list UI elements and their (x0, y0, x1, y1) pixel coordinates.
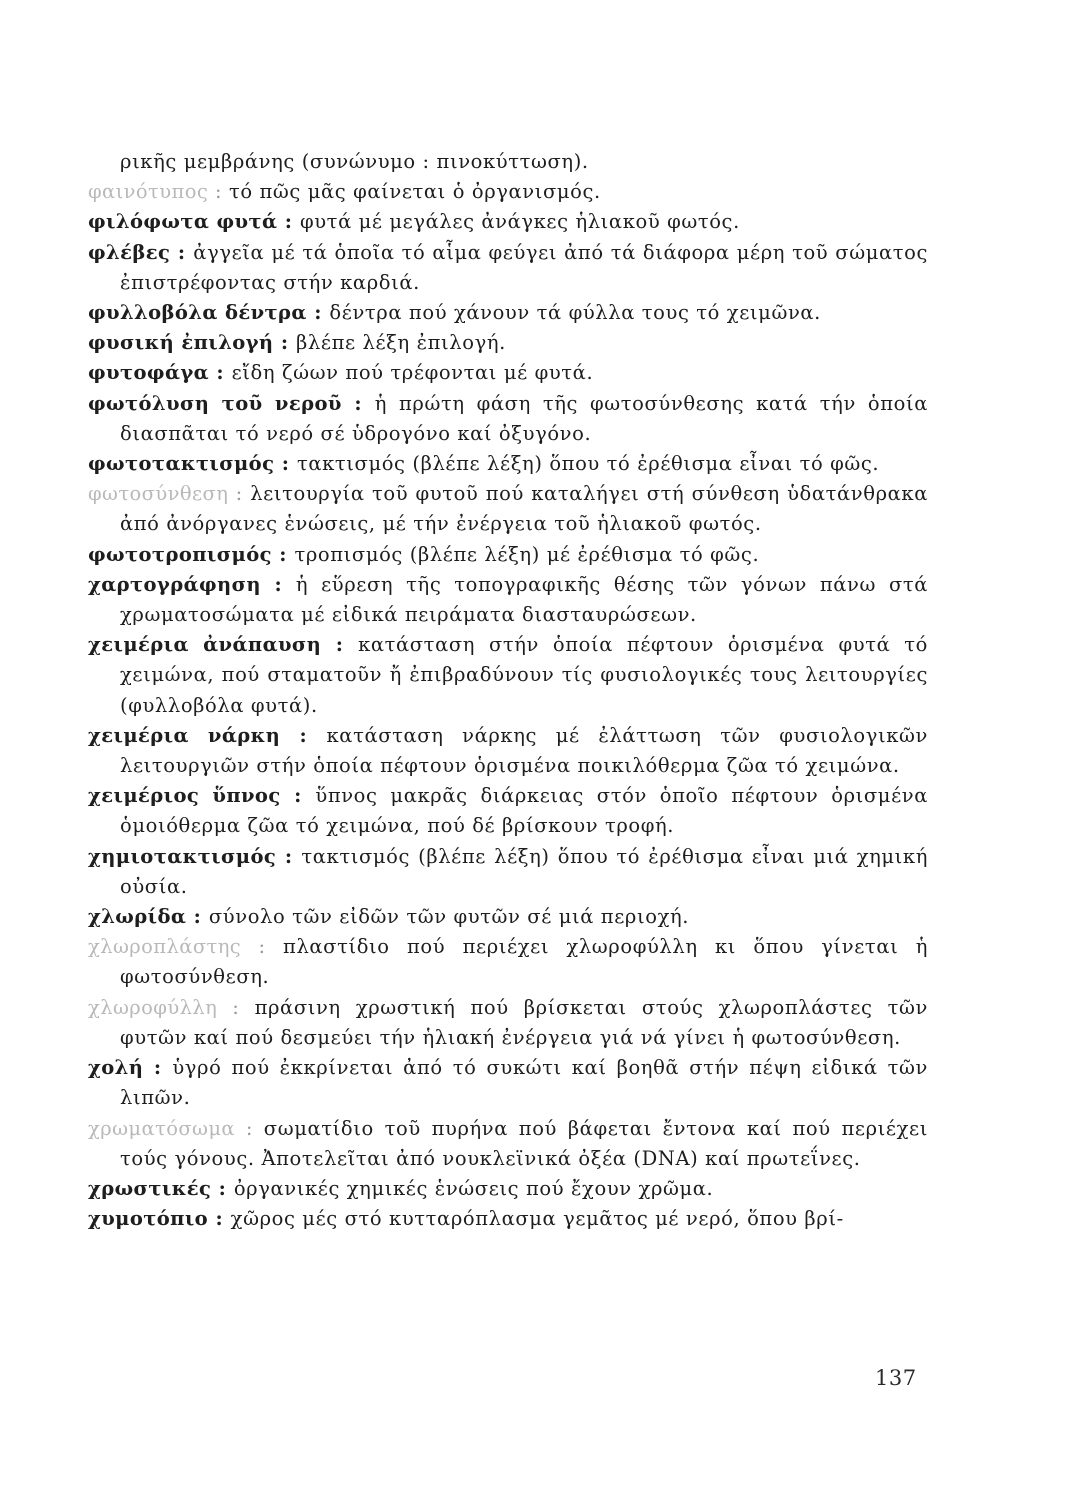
term-separator: : (228, 482, 251, 506)
glossary-entry (88, 1114, 928, 1174)
glossary-definition: χῶρος μές στό κυτταρόπλασμα γεμᾶτος μέ νερό, ὅπου βρί- (230, 1207, 844, 1231)
glossary-entry (88, 932, 928, 992)
glossary-term: φωτοσύνθεση (88, 482, 229, 506)
glossary-term: φυσική ἐπιλογή (88, 331, 274, 355)
glossary-term: χλωροφύλλη (88, 995, 218, 1019)
term-separator: : (241, 935, 284, 959)
glossary-term: φυλλοβόλα δέντρα (88, 301, 307, 325)
glossary-term: φωτόλυση τοῦ νεροῦ (88, 391, 342, 415)
term-separator: : (211, 1176, 234, 1200)
glossary-term: χλωροπλάστης (88, 935, 242, 959)
term-separator: : (143, 1056, 173, 1080)
glossary-definition: κατάσταση νάρκης μέ ἐλάττωση τῶν φυσιολογικῶν λειτουργιῶν στήν ὁποία πέφτουν ὁρισμένα ποικιλόθερμα ζῶα τό χειμώνα. (120, 723, 929, 778)
glossary-definition: ἡ πρώτη φάση τῆς φωτοσύνθεσης κατά τήν ὁποία διασπᾶται τό νερό σέ ὑδρογόνο καί ὀξυγόνο. (120, 391, 928, 445)
glossary-entry (88, 449, 928, 479)
term-separator: : (277, 210, 300, 234)
glossary-entry (88, 993, 928, 1053)
glossary-entry (88, 207, 928, 237)
term-separator: : (208, 1207, 231, 1231)
glossary-entry (88, 177, 928, 207)
glossary-definition: ὑγρό πού ἐκκρίνεται ἀπό τό συκώτι καί βοηθᾶ στήν πέψη εἰδικά τῶν λιπῶν. (120, 1056, 928, 1110)
glossary-definition: σύνολο τῶν εἰδῶν τῶν φυτῶν σέ μιά περιοχή. (208, 905, 690, 929)
glossary-entry (88, 570, 928, 630)
glossary-definition: σωματίδιο τοῦ πυρήνα πού βάφεται ἔντονα καί πού περιέχει τούς γόνους. Ἀποτελεῖται ἀπό νουκλεϊνικά ὀξέα (DNA) καί πρωτεΐνες. (120, 1116, 928, 1170)
term-separator: : (341, 391, 375, 415)
continued-definition: ρικῆς μεμβράνης (συνώνυμο : πινοκύττωση). (120, 150, 589, 173)
glossary-entries (88, 177, 928, 1234)
glossary-term: φυτοφάγα (88, 361, 210, 385)
term-separator: : (260, 572, 296, 596)
term-separator: : (274, 452, 297, 476)
term-separator: : (276, 844, 302, 868)
glossary-term: χρωματόσωμα (88, 1116, 236, 1140)
glossary-definition: ἀγγεῖα μέ τά ὁποῖα τό αἷμα φεύγει ἀπό τά διάφορα μέρη τοῦ σώματος ἐπιστρέφοντας στήν καρδιά. (120, 240, 928, 294)
glossary-definition: τακτισμός (βλέπε λέξη) ὅπου τό ἐρέθισμα εἶναι μιά χημική οὐσία. (120, 844, 928, 898)
glossary-entry (88, 540, 928, 570)
glossary-term: φιλόφωτα φυτά (88, 210, 278, 234)
glossary-term: χρωστικές (88, 1176, 212, 1200)
term-separator: : (186, 905, 209, 929)
term-separator: : (235, 1116, 264, 1140)
glossary-term: φλέβες (88, 240, 171, 264)
glossary (88, 147, 928, 1234)
glossary-entry (88, 721, 928, 781)
term-separator: : (280, 723, 327, 747)
glossary-term: φωτοτροπισμός (88, 542, 272, 566)
glossary-entry (88, 479, 928, 539)
glossary-definition: πλαστίδιο πού περιέχει χλωροφύλλη κι ὅπου γίνεται ἡ φωτοσύνθεση. (120, 935, 928, 989)
glossary-definition: εἴδη ζώων πού τρέφονται μέ φυτά. (231, 361, 594, 385)
glossary-term: χημιοτακτισμός (88, 844, 277, 868)
glossary-term: χειμέριος ὕπνος (88, 784, 281, 808)
glossary-entry (88, 842, 928, 902)
glossary-definition: ὕπνος μακρᾶς διάρκειας στόν ὁποῖο πέφτουν ὁρισμένα ὁμοιόθερμα ζῶα τό χειμώνα, πού δέ βρίσκουν τροφή. (120, 784, 928, 838)
glossary-definition: λειτουργία τοῦ φυτοῦ πού καταλήγει στή σύνθεση ὑδατάνθρακα ἀπό ἀνόργανες ἑνώσεις, μέ τήν ἐνέργεια τοῦ ἡλιακοῦ φωτός. (120, 482, 928, 536)
term-separator: : (273, 331, 297, 355)
term-separator: : (306, 301, 330, 325)
glossary-term: χαρτογράφηση (88, 572, 261, 596)
glossary-entry (88, 358, 928, 388)
glossary-entry (88, 328, 928, 358)
term-separator: : (321, 633, 359, 657)
glossary-entry (88, 630, 928, 721)
glossary-entry (88, 1204, 928, 1234)
glossary-entry (88, 389, 928, 449)
glossary-term: χολή (88, 1056, 144, 1080)
glossary-term: φωτοτακτισμός (88, 452, 275, 476)
glossary-definition: ὀργανικές χημικές ἑνώσεις πού ἔχουν χρῶμα. (233, 1176, 714, 1200)
page-number: 137 (875, 1366, 917, 1390)
term-separator: : (280, 784, 316, 808)
glossary-definition: τό πῶς μᾶς φαίνεται ὁ ὀργανισμός. (228, 180, 601, 204)
glossary-term: φαινότυπος (88, 180, 209, 204)
term-separator: : (208, 180, 229, 204)
term-separator: : (170, 240, 194, 264)
glossary-entry (88, 902, 928, 932)
glossary-term: χλωρίδα (88, 905, 187, 929)
glossary-term: χειμέρια νάρκη (88, 723, 281, 747)
glossary-entry (88, 1174, 928, 1204)
term-separator: : (217, 995, 255, 1019)
glossary-entry (88, 1053, 928, 1113)
glossary-entry (88, 238, 928, 298)
glossary-definition: βλέπε λέξη ἐπιλογή. (296, 331, 506, 355)
glossary-entry (88, 298, 928, 328)
glossary-definition: πράσινη χρωστική πού βρίσκεται στούς χλωροπλάστες τῶν φυτῶν καί πού δεσμεύει τήν ἡλιακή ἐνέργεια γιά νά γίνει ἡ φωτοσύνθεση. (120, 995, 928, 1049)
glossary-definition: τροπισμός (βλέπε λέξη) μέ ἐρέθισμα τό φῶς. (294, 542, 760, 566)
term-separator: : (271, 542, 295, 566)
glossary-entry (88, 781, 928, 841)
term-separator: : (209, 361, 232, 385)
glossary-definition: τακτισμός (βλέπε λέξη) ὅπου τό ἐρέθισμα εἶναι τό φῶς. (296, 452, 880, 476)
glossary-definition: φυτά μέ μεγάλες ἀνάγκες ἡλιακοῦ φωτός. (299, 210, 740, 234)
glossary-definition: δέντρα πού χάνουν τά φύλλα τους τό χειμῶνα. (329, 301, 821, 325)
glossary-definition: ἡ εὕρεση τῆς τοπογραφικῆς θέσης τῶν γόνων πάνω στά χρωματοσώματα μέ εἰδικά πειράματα διασταυρώσεων. (120, 572, 929, 627)
glossary-term: χυμοτόπιο (88, 1207, 209, 1231)
glossary-term: χειμέρια ἀνάπαυση (88, 633, 322, 657)
glossary-definition: κατάσταση στήν ὁποία πέφτουν ὁρισμένα φυτά τό χειμώνα, πού σταματοῦν ἤ ἐπιβραδύνουν τίς φυσιολογικές τους λειτουργίες (φυλλοβόλα φυτά). (120, 633, 928, 717)
